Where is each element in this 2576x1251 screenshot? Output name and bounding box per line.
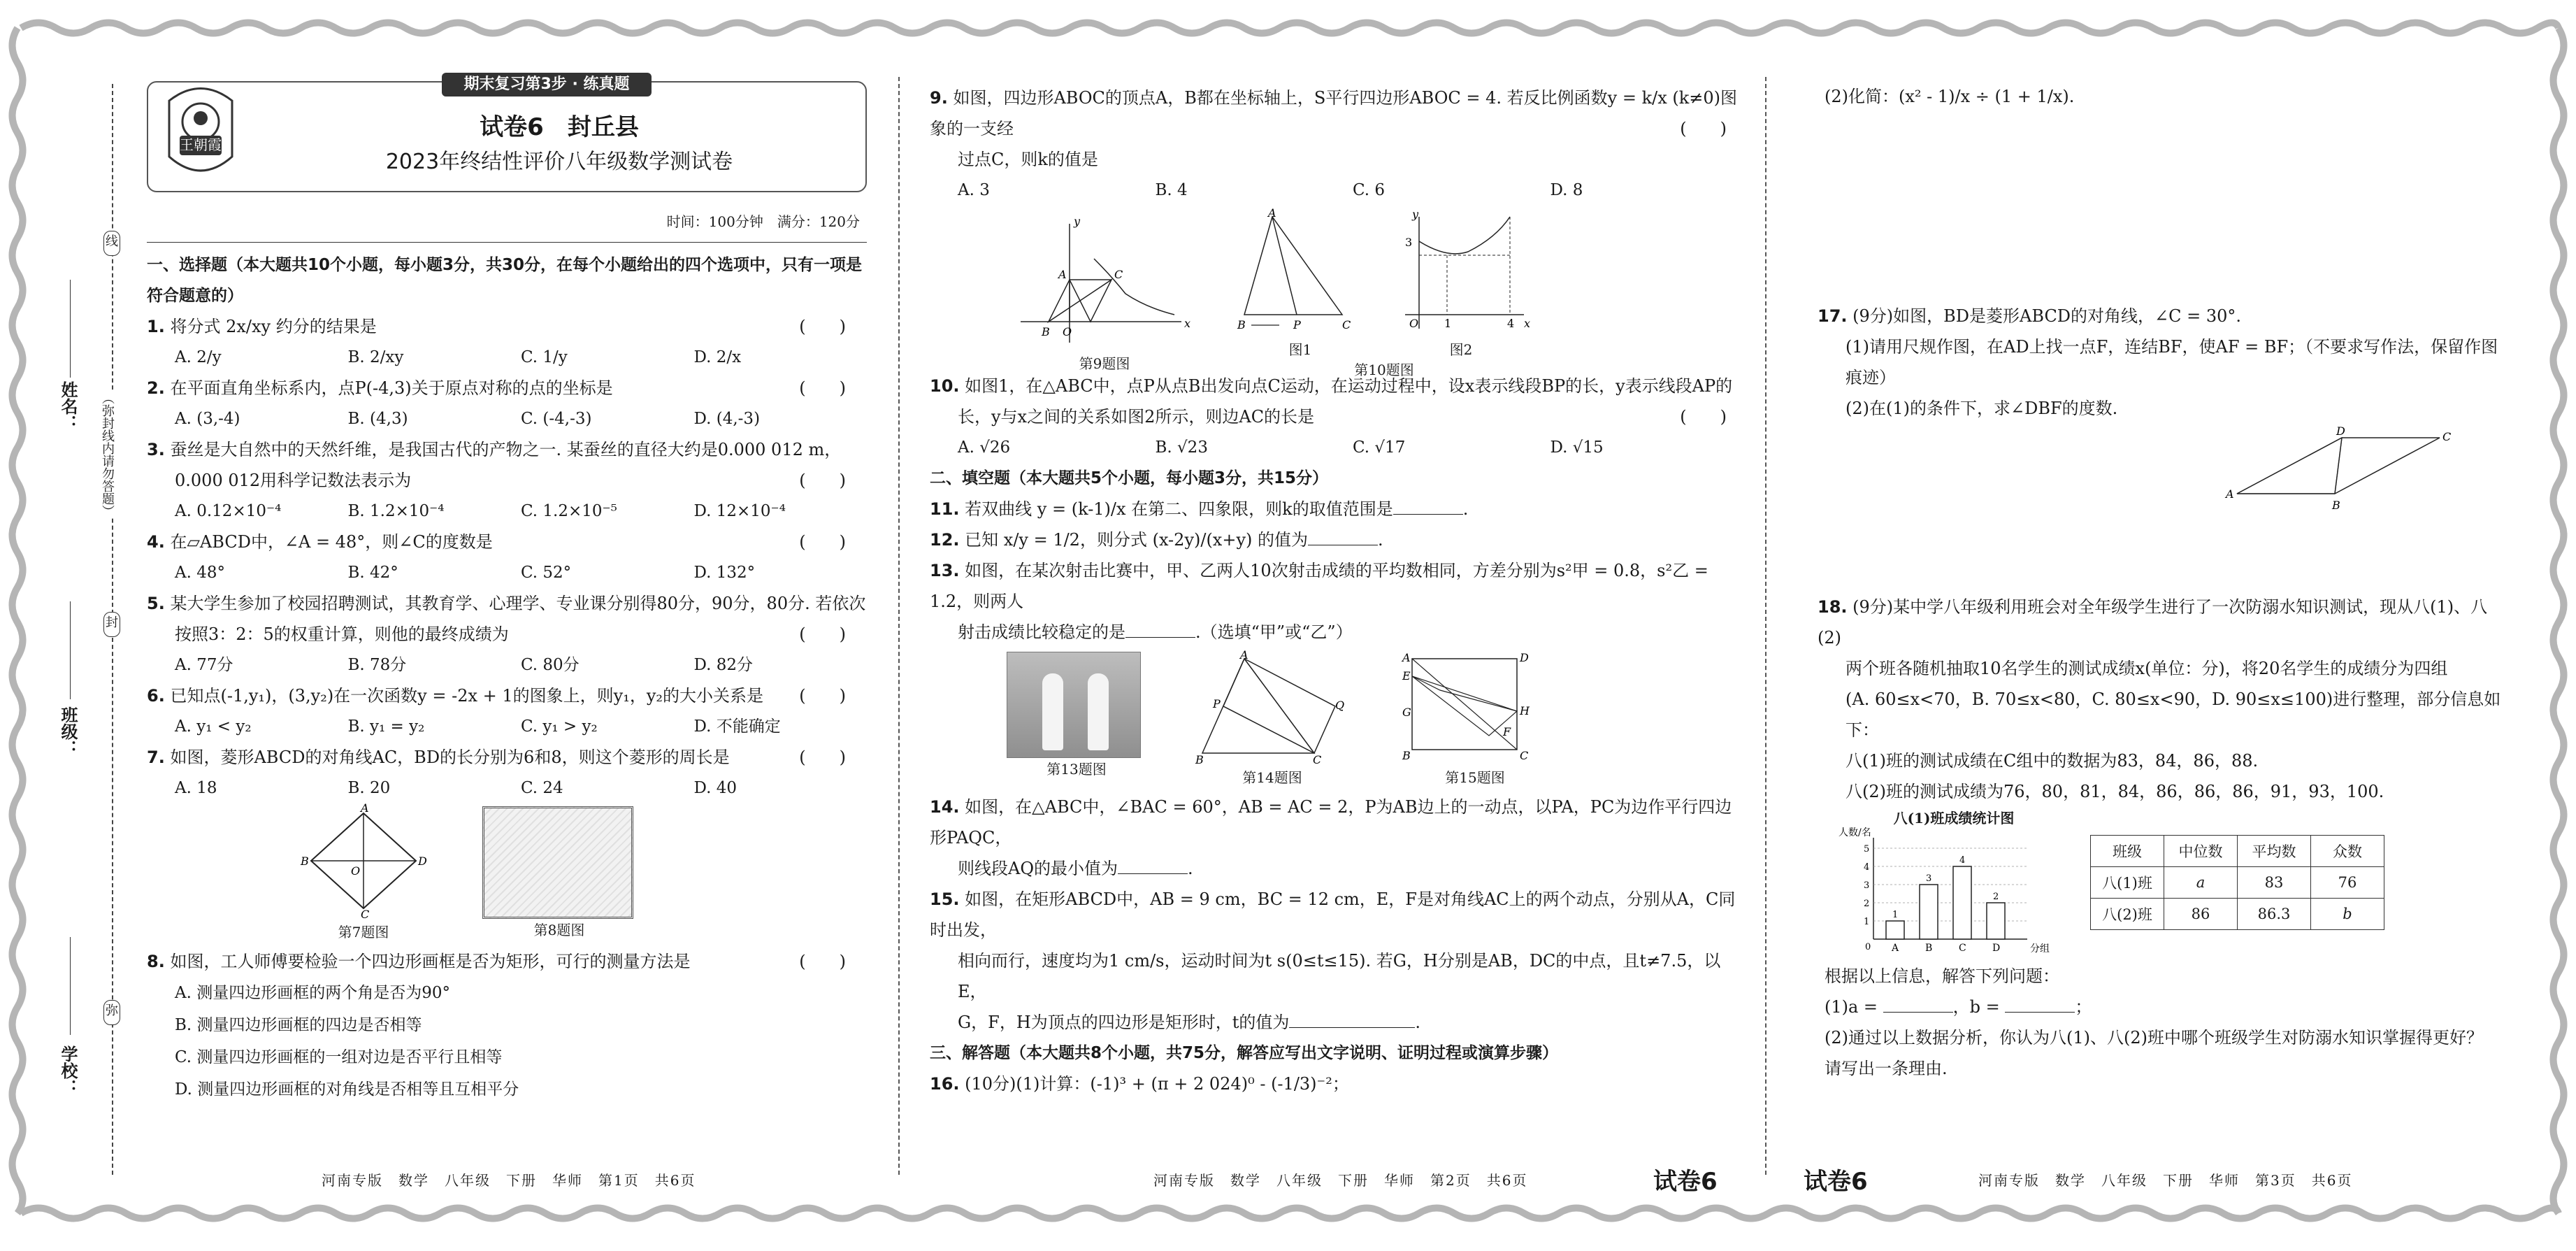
- figures-9-10: [930, 206, 1748, 378]
- tag-banner: 期末复习第3步 · 练真题: [442, 73, 652, 96]
- bar-value-label: 1: [1892, 910, 1899, 920]
- svg-text:A: A: [2226, 487, 2234, 501]
- answer-bracket[interactable]: ( ): [1680, 119, 1727, 138]
- question-18-class1: 八(1)班的测试成绩在C组中的数据为83，84，86，88.: [1845, 751, 2259, 771]
- svg-text:x: x: [1524, 317, 1531, 330]
- question-14-cont: 则线段AQ的最小值为 .: [958, 859, 1193, 878]
- answer-bracket[interactable]: ( ): [799, 624, 846, 644]
- bar-A: [1886, 921, 1904, 939]
- options-2: A. (3,-4) B. (4,3) C. (-4,-3) D. (4,-3): [175, 410, 761, 428]
- options-9: A. 3 B. 4 C. 6 D. 8: [958, 181, 1583, 199]
- bar-C: [1953, 866, 1971, 939]
- x-tick-label: D: [1992, 943, 2001, 954]
- svg-text:D: D: [418, 855, 427, 868]
- class-field[interactable]: [70, 601, 71, 699]
- options-4: A. 48° B. 42° C. 52° D. 132°: [175, 564, 756, 582]
- question-9-cont: 过点C，则k的值是: [958, 150, 1098, 169]
- question-18-cont: 两个班各随机抽取10名学生的测试成绩x(单位：分)，将20名学生的成绩分为四组: [1845, 659, 2448, 678]
- figure-17: [2223, 424, 2461, 515]
- svg-text:王朝霞: 王朝霞: [180, 136, 222, 153]
- question-13: 13. 如图，在某次射击比赛中，甲、乙两人10次射击成绩的平均数相同，方差分别为s²甲 = 0.8，s²乙 = 1.2，则两人: [930, 561, 1708, 611]
- svg-text:A: A: [1240, 648, 1249, 662]
- svg-text:A: A: [361, 801, 369, 815]
- answer-bracket[interactable]: ( ): [799, 686, 846, 706]
- figure-14: [1195, 648, 1345, 766]
- svg-text:A: A: [1058, 268, 1067, 281]
- answer-bracket[interactable]: ( ): [799, 532, 846, 552]
- svg-text:C: C: [1342, 318, 1351, 331]
- question-15: 15. 如图，在矩形ABCD中，AB = 9 cm，BC = 12 cm，E，F是对角线AC上的两个动点，分别从A，C同时出发，: [930, 889, 1736, 940]
- seal-mark-3: 弥: [103, 1000, 120, 1025]
- table-row: 八(1)班 a 83 76: [2091, 867, 2384, 899]
- figure-14-caption: 第14题图: [1242, 769, 1302, 786]
- answer-bracket[interactable]: ( ): [799, 952, 846, 971]
- question-15-cont: 相向而行，速度均为1 cm/s，运动时间为t s(0≤t≤15). 若G，H分别是AB，DC的中点，且t≠7.5，以E，: [958, 951, 1721, 1001]
- svg-text:C: C: [1114, 268, 1123, 281]
- svg-text:x: x: [1184, 317, 1191, 330]
- question-5: 5. 某大学生参加了校园招聘测试，其教育学、心理学、专业课分别得80分，90分，80分. 若依次: [147, 594, 866, 613]
- figure-9: [1014, 210, 1195, 350]
- table-row: 八(2)班 86 86.3 b: [2091, 899, 2384, 930]
- exam-header-rule: [147, 242, 867, 243]
- answer-bracket[interactable]: ( ): [799, 317, 846, 336]
- svg-text:B: B: [1195, 753, 1204, 766]
- answer-blank[interactable]: [1393, 514, 1463, 515]
- figure-9-caption: 第9题图: [1079, 355, 1130, 372]
- name-field[interactable]: [70, 280, 71, 378]
- options-3: A. 0.12×10⁻⁴ B. 1.2×10⁻⁴ C. 1.2×10⁻⁵ D. 12×10⁻⁴: [175, 502, 786, 520]
- figure-10-2-caption: 图2: [1449, 341, 1473, 358]
- y-axis-label: 人数/名: [1839, 827, 1871, 838]
- svg-text:G: G: [1402, 706, 1411, 719]
- options-7: A. 18 B. 20 C. 24 D. 40: [175, 779, 737, 797]
- class-1-bar-chart: [1839, 827, 2069, 960]
- svg-text:B: B: [2332, 499, 2340, 512]
- question-17: 17. (9分)如图，BD是菱形ABCD的对角线，∠C = 30°.: [1818, 306, 2242, 326]
- answer-bracket[interactable]: ( ): [799, 471, 846, 490]
- answer-blank[interactable]: [1125, 637, 1195, 638]
- question-1: 1. 将分式 2x/xy 约分的结果是 ( ): [147, 311, 867, 342]
- y-tick-label: 5: [1864, 844, 1870, 855]
- bar-value-label: 2: [1993, 892, 1999, 902]
- header-box: [147, 76, 867, 192]
- question-14: 14. 如图，在△ABC中，∠BAC = 60°，AB = AC = 2，P为AB边上的一动点，以PA，PC为边作平行四边形PAQC，: [930, 797, 1732, 848]
- frame-photo: [482, 806, 633, 919]
- svg-text:C: C: [1313, 753, 1322, 766]
- footer-page-2: 河南专版 数学 八年级 下册 华师 第2页 共6页: [1153, 1172, 1528, 1189]
- figure-10-1: [1237, 206, 1363, 336]
- question-18-part1: (1)a = ，b = ；: [1825, 997, 2092, 1017]
- shooting-photo: [1007, 652, 1141, 758]
- class-label: 班级：: [58, 706, 78, 757]
- svg-text:Q: Q: [1335, 699, 1345, 712]
- column-divider-1: [898, 77, 900, 1175]
- answer-bracket[interactable]: ( ): [799, 378, 846, 398]
- bar-value-label: 4: [1959, 855, 1966, 866]
- answer-bracket[interactable]: ( ): [799, 748, 846, 767]
- footer-page-3: 河南专版 数学 八年级 下册 华师 第3页 共6页: [1978, 1172, 2353, 1189]
- stats-table: [2090, 835, 2384, 930]
- options-6: A. y₁ < y₂ B. y₁ = y₂ C. y₁ > y₂ D. 不能确定: [175, 717, 781, 736]
- figure-8-caption: 第8题图: [533, 922, 585, 938]
- answer-blank[interactable]: [1118, 873, 1188, 874]
- question-3: 3. 蚕丝是大自然中的天然纤维，是我国古代的产物之一. 某蚕丝的直径大约是0.000 012 m，: [147, 440, 842, 459]
- options-5: A. 77分 B. 78分 C. 80分 D. 82分: [175, 656, 754, 674]
- question-18-part2-cont: 请写出一条理由.: [1825, 1059, 1948, 1078]
- question-18-part2: (2)通过以上数据分析，你认为八(1)、八(2)班中哪个班级学生对防溺水知识掌握得更好？: [1825, 1028, 2483, 1048]
- question-10: 10. 如图1，在△ABC中，点P从点B出发向点C运动，在运动过程中，设x表示线段BP的长，y表示线段AP的: [930, 376, 1733, 396]
- y-tick-label: 2: [1864, 899, 1870, 909]
- question-5-cont: 按照3：2：5的权重计算，则他的最终成绩为 ( ): [147, 619, 867, 650]
- answer-blank-a[interactable]: [1883, 1012, 1953, 1013]
- y-tick-label: 4: [1864, 862, 1870, 873]
- question-15-cont2: G，F，H为顶点的四边形是矩形时，t的值为 .: [958, 1013, 1421, 1032]
- question-8: 8. 如图，工人师傅要检验一个四边形画框是否为矩形，可行的测量方法是 ( ): [147, 946, 867, 977]
- question-16-part2: (2)化简：(x² - 1)/x ÷ (1 + 1/x).: [1825, 87, 2075, 106]
- name-label: 姓名：: [58, 381, 78, 431]
- section-1-title: 一、选择题（本大题共10个小题，每小题3分，共30分，在每个小题给出的四个选项中，只有一项是符合题意的）: [147, 256, 863, 305]
- logo: [162, 80, 239, 185]
- svg-text:1: 1: [1444, 317, 1452, 330]
- question-16: 16. (10分)(1)计算：(-1)³ + (π + 2 024)⁰ - (-1/3)⁻²；: [930, 1074, 1349, 1094]
- chart-title: 八(1)班成绩统计图: [1893, 810, 2015, 827]
- seal-mark-2: 封: [103, 612, 120, 637]
- svg-text:y: y: [1074, 215, 1081, 228]
- y-tick-label: 1: [1864, 917, 1870, 927]
- question-11: 11. 若双曲线 y = (k-1)/x 在第二、四象限，则k的取值范围是 .: [930, 499, 1469, 519]
- question-18-cont2: (A. 60≤x<70，B. 70≤x<80，C. 80≤x<90，D. 90≤x≤100)进行整理，部分信息如下：: [1845, 689, 2501, 740]
- svg-text:C: C: [2442, 430, 2452, 443]
- rhombus-figure: [301, 801, 427, 921]
- svg-text:4: 4: [1507, 317, 1515, 330]
- binding-note: （弥封线内请勿答题）: [98, 392, 116, 517]
- figures-13-15: [930, 648, 1748, 792]
- question-18: 18. (9分)某中学八年级利用班会对全年级学生进行了一次防溺水知识测试，现从八(1)、八(2): [1818, 597, 2488, 648]
- question-9: 9. 如图，四边形ABOC的顶点A，B都在坐标轴上，S平行四边形ABOC = 4. 若反比例函数y = k/x (k≠0)图象的一支经 ( ): [930, 83, 1748, 144]
- question-18-class2: 八(2)班的测试成绩为76，80，81，84，86，86，86，91，93，100.: [1845, 782, 2384, 801]
- svg-text:B: B: [1237, 318, 1246, 331]
- svg-text:D: D: [1520, 651, 1529, 664]
- x-tick-label: C: [1959, 943, 1966, 954]
- svg-text:C: C: [1520, 749, 1529, 762]
- svg-text:B: B: [1402, 749, 1411, 762]
- question-12: 12. 已知 x/y = 1/2，则分式 (x-2y)/(x+y) 的值为 .: [930, 530, 1383, 550]
- figure-10-1-caption: 图1: [1288, 341, 1312, 358]
- column-1: [147, 77, 867, 1168]
- y-tick-label: 3: [1864, 880, 1870, 891]
- svg-text:A: A: [1402, 651, 1411, 664]
- question-17-part1: (1)请用尺规作图，在AD上找一点F，连结BF，使AF = BF；（不要求写作法，保留作图痕迹）: [1845, 337, 2498, 387]
- exam-tag-left: 试卷6: [1653, 1168, 1718, 1196]
- svg-text:P: P: [1293, 318, 1301, 331]
- origin-label: 0: [1865, 942, 1871, 952]
- svg-text:H: H: [1520, 704, 1530, 717]
- question-7: 7. 如图，菱形ABCD的对角线AC，BD的长分别为6和8，则这个菱形的周长是 ( ): [147, 742, 867, 773]
- figure-10-caption: 第10题图: [1354, 362, 1414, 378]
- options-10: A. √26 B. √23 C. √17 D. √15: [958, 438, 1604, 457]
- svg-text:E: E: [1402, 669, 1411, 682]
- svg-text:y: y: [1412, 208, 1419, 221]
- figure-15: [1398, 652, 1538, 764]
- svg-text:F: F: [1503, 725, 1511, 738]
- exam-tag-right: 试卷6: [1804, 1168, 1868, 1196]
- answer-blank-b[interactable]: [2005, 1012, 2075, 1013]
- question-4: 4. 在▱ABCD中，∠A = 48°，则∠C的度数是 ( ): [147, 527, 867, 557]
- bar-value-label: 3: [1926, 873, 1932, 884]
- question-3-cont: 0.000 012用科学记数法表示为 ( ): [147, 465, 867, 496]
- answer-bracket[interactable]: ( ): [1680, 407, 1727, 427]
- table-header-row: 班级 中位数 平均数 众数: [2091, 836, 2384, 867]
- figure-10-2: [1391, 210, 1531, 336]
- question-2: 2. 在平面直角坐标系内，点P(-4,3)关于原点对称的点的坐标是 ( ): [147, 373, 867, 403]
- svg-text:O: O: [1063, 325, 1072, 338]
- svg-text:C: C: [361, 908, 370, 921]
- question-13-cont: 射击成绩比较稳定的是 .（选填“甲”或“乙”）: [958, 622, 1353, 642]
- bar-D: [1987, 903, 2005, 939]
- column-3: [1818, 77, 2510, 1168]
- options-8: A. 测量四边形画框的两个角是否为90° B. 测量四边形画框的四边是否相等 C. 测量四边形画框的一组对边是否平行且相等 D. 测量四边形画框的对角线是否相等且互相平分: [175, 984, 519, 1099]
- question-18-prompt: 根据以上信息，解答下列问题：: [1825, 966, 2059, 986]
- column-2: [930, 77, 1748, 1168]
- svg-text:O: O: [1409, 317, 1419, 330]
- question-10-cont: 长，y与x之间的关系如图2所示，则边AC的长是 ( ): [930, 401, 1748, 432]
- figures-7-8: [147, 801, 867, 946]
- seal-mark-1: 线: [103, 231, 120, 256]
- x-tick-label: B: [1925, 943, 1933, 954]
- column-divider-2: [1765, 77, 1766, 1175]
- school-label: 学校：: [58, 1045, 78, 1096]
- svg-text:B: B: [1042, 325, 1050, 338]
- svg-text:3: 3: [1405, 236, 1413, 249]
- answer-blank[interactable]: [1289, 1027, 1415, 1028]
- bar-B: [1920, 885, 1938, 939]
- figure-7-caption: 第7题图: [338, 924, 389, 941]
- question-6: 6. 已知点(-1,y₁)，(3,y₂)在一次函数y = -2x + 1的图象上，则y₁，y₂的大小关系是 ( ): [147, 680, 867, 711]
- time-score: 时间：100分钟 满分：120分: [666, 213, 860, 230]
- svg-text:A: A: [1268, 206, 1276, 220]
- x-tick-label: A: [1892, 943, 1899, 954]
- options-1: A. 2/y B. 2/xy C. 1/y D. 2/x: [175, 348, 742, 366]
- svg-text:D: D: [2336, 424, 2345, 438]
- svg-text:O: O: [351, 864, 361, 878]
- footer-page-1: 河南专版 数学 八年级 下册 华师 第1页 共6页: [322, 1172, 696, 1189]
- section-2-title: 二、填空题（本大题共5个小题，每小题3分，共15分）: [930, 469, 1329, 487]
- exam-subtitle: 2023年终结性评价八年级数学测试卷: [385, 150, 733, 174]
- figure-13-caption: 第13题图: [1046, 761, 1107, 778]
- svg-text:P: P: [1213, 697, 1221, 710]
- x-axis-label: 分组: [2030, 943, 2050, 955]
- figure-15-caption: 第15题图: [1445, 769, 1505, 786]
- exam-title: 试卷6 封丘县: [480, 113, 639, 141]
- svg-text:B: B: [301, 855, 309, 868]
- school-field[interactable]: [70, 937, 71, 1035]
- section-3-title: 三、解答题（本大题共8个小题，共75分，解答应写出文字说明、证明过程或演算步骤）: [930, 1044, 1559, 1062]
- question-17-part2: (2)在(1)的条件下，求∠DBF的度数.: [1845, 399, 2118, 418]
